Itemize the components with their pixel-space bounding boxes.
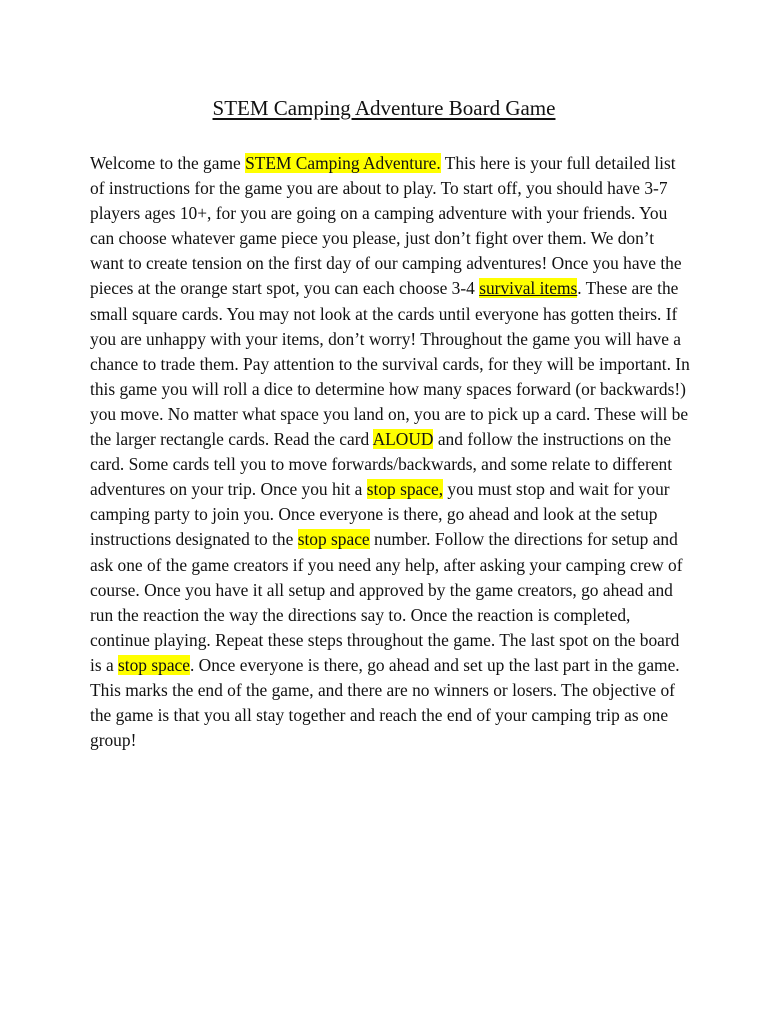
highlighted-aloud: ALOUD <box>372 429 434 450</box>
text-run: Welcome to the game <box>90 153 246 173</box>
highlighted-survival-items: survival items <box>479 278 578 299</box>
text-run: . Once everyone is there, go ahead and set up the last part in the game. This marks the end of the game, and there are no winners or losers. The objective of the game is that you all stay together and reach the end of your camping trip as one group! <box>90 654 680 751</box>
document-title: STEM Camping Adventure Board Game <box>212 96 556 120</box>
text-run: you must stop and wait for your camping party to join you. Once everyone is there, go ahead and look at the setup instructions designated to the <box>90 479 670 550</box>
text-run: number. Follow the directions for setup and ask one of the game creators if you need any help, after asking your camping crew of course. Once you have it all setup and approved by the game creators, go ahead and run the reaction the way the directions say to. Once the reaction is completed, continue playing. Repeat these steps throughout the game. The last spot on the board is a <box>90 529 683 675</box>
highlighted-stop-space: stop space, <box>366 479 444 500</box>
highlighted-stop-space: stop space <box>297 529 370 550</box>
instructions-paragraph <box>90 151 690 753</box>
text-run: . These are the small square cards. You may not look at the cards until everyone has gotten theirs. If you are unhappy with your items, don’t worry! Throughout the game you will have a chance to trade them. Pay attention to the survival cards, for they will be important. In this game you will roll a dice to determine how many spaces forward (or backwards!) you move. No matter what space you land on, you are to pick up a card. These will be the larger rectangle cards. Read the card <box>90 278 690 450</box>
text-run: This here is your full detailed list of instructions for the game you are about to play. To start off, you should have 3-7 players ages 10+, for you are going on a camping adventure with your friends. You can choose whatever game piece you please, just don’t fight over them. We don’t want to create tension on the first day of our camping adventures! Once you have the pieces at the orange start spot, you can each choose 3-4 <box>90 153 682 299</box>
highlighted-stop-space: stop space <box>118 654 190 675</box>
highlighted-game-name: STEM Camping Adventure. <box>245 153 441 173</box>
text-run: and follow the instructions on the card. Some cards tell you to move forwards/backwards, and some relate to different adventures on your trip. Once you hit a <box>90 429 673 500</box>
